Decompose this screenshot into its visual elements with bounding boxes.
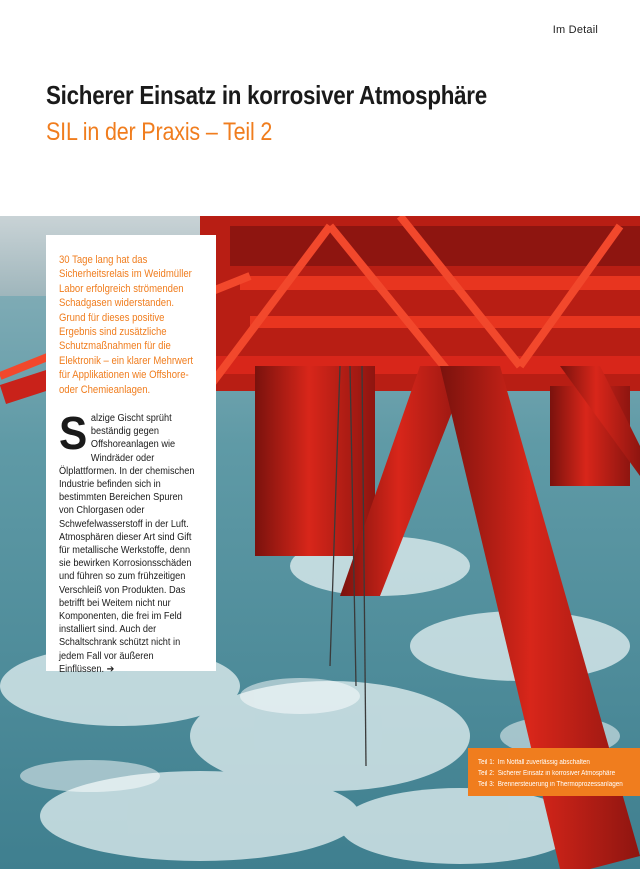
series-item-number: Teil 2: (478, 770, 495, 777)
series-item (478, 757, 624, 768)
section-label: Im Detail (552, 24, 598, 36)
series-item-title: Sicherer Einsatz in korrosiver Atmosphäre (497, 770, 616, 777)
body-paragraph (59, 407, 197, 676)
series-item-title: Im Notfall zuverlässig abschalten (497, 759, 590, 766)
lead-paragraph: 30 Tage lang hat das Sicherheitsrelais im Weidmüller Labor erfolgreich strömenden Schadgasen widerstanden. Grund für dieses positive Ergebnis sind zusätzliche Schutzmaßnahmen für die Elektronik – ein klarer Mehrwert für Applikationen wie Offshore- oder Chemieanlagen. (59, 254, 194, 396)
body-text: alzige Gischt sprüht beständig gegen Offshoreanlagen wie Windräder oder Ölplattformen. In der chemischen Industrie befinden sich in bestimmten Bereichen Spuren von Chlorgasen oder Schwefelwasserstoff in der Luft. Atmosphären dieser Art sind Gift für metallische Werkstoffe, denn sie bewirken Korrosionsschäden und führen so zum frühzeitigen Verschleiß von Produkten. Das betrifft bei Weitem nicht nur Komponenten, die frei im Feld installiert sind. Auch der Schaltschrank schützt nicht in jedem Fall vor äußeren Einflüssen. (59, 413, 195, 675)
article-title: Sicherer Einsatz in korrosiver Atmosphäre (46, 80, 487, 110)
series-item (478, 768, 624, 779)
drop-cap: S (59, 407, 88, 459)
series-overview-box (468, 748, 640, 796)
continue-arrow-icon: ➔ (106, 663, 115, 675)
article-subtitle: SIL in der Praxis – Teil 2 (46, 118, 273, 146)
series-item-number: Teil 3: (478, 781, 495, 788)
series-item (478, 779, 624, 790)
series-item-title: Brennersteuerung in Thermoprozessanlagen (497, 781, 623, 788)
series-item-number: Teil 1: (478, 759, 495, 766)
